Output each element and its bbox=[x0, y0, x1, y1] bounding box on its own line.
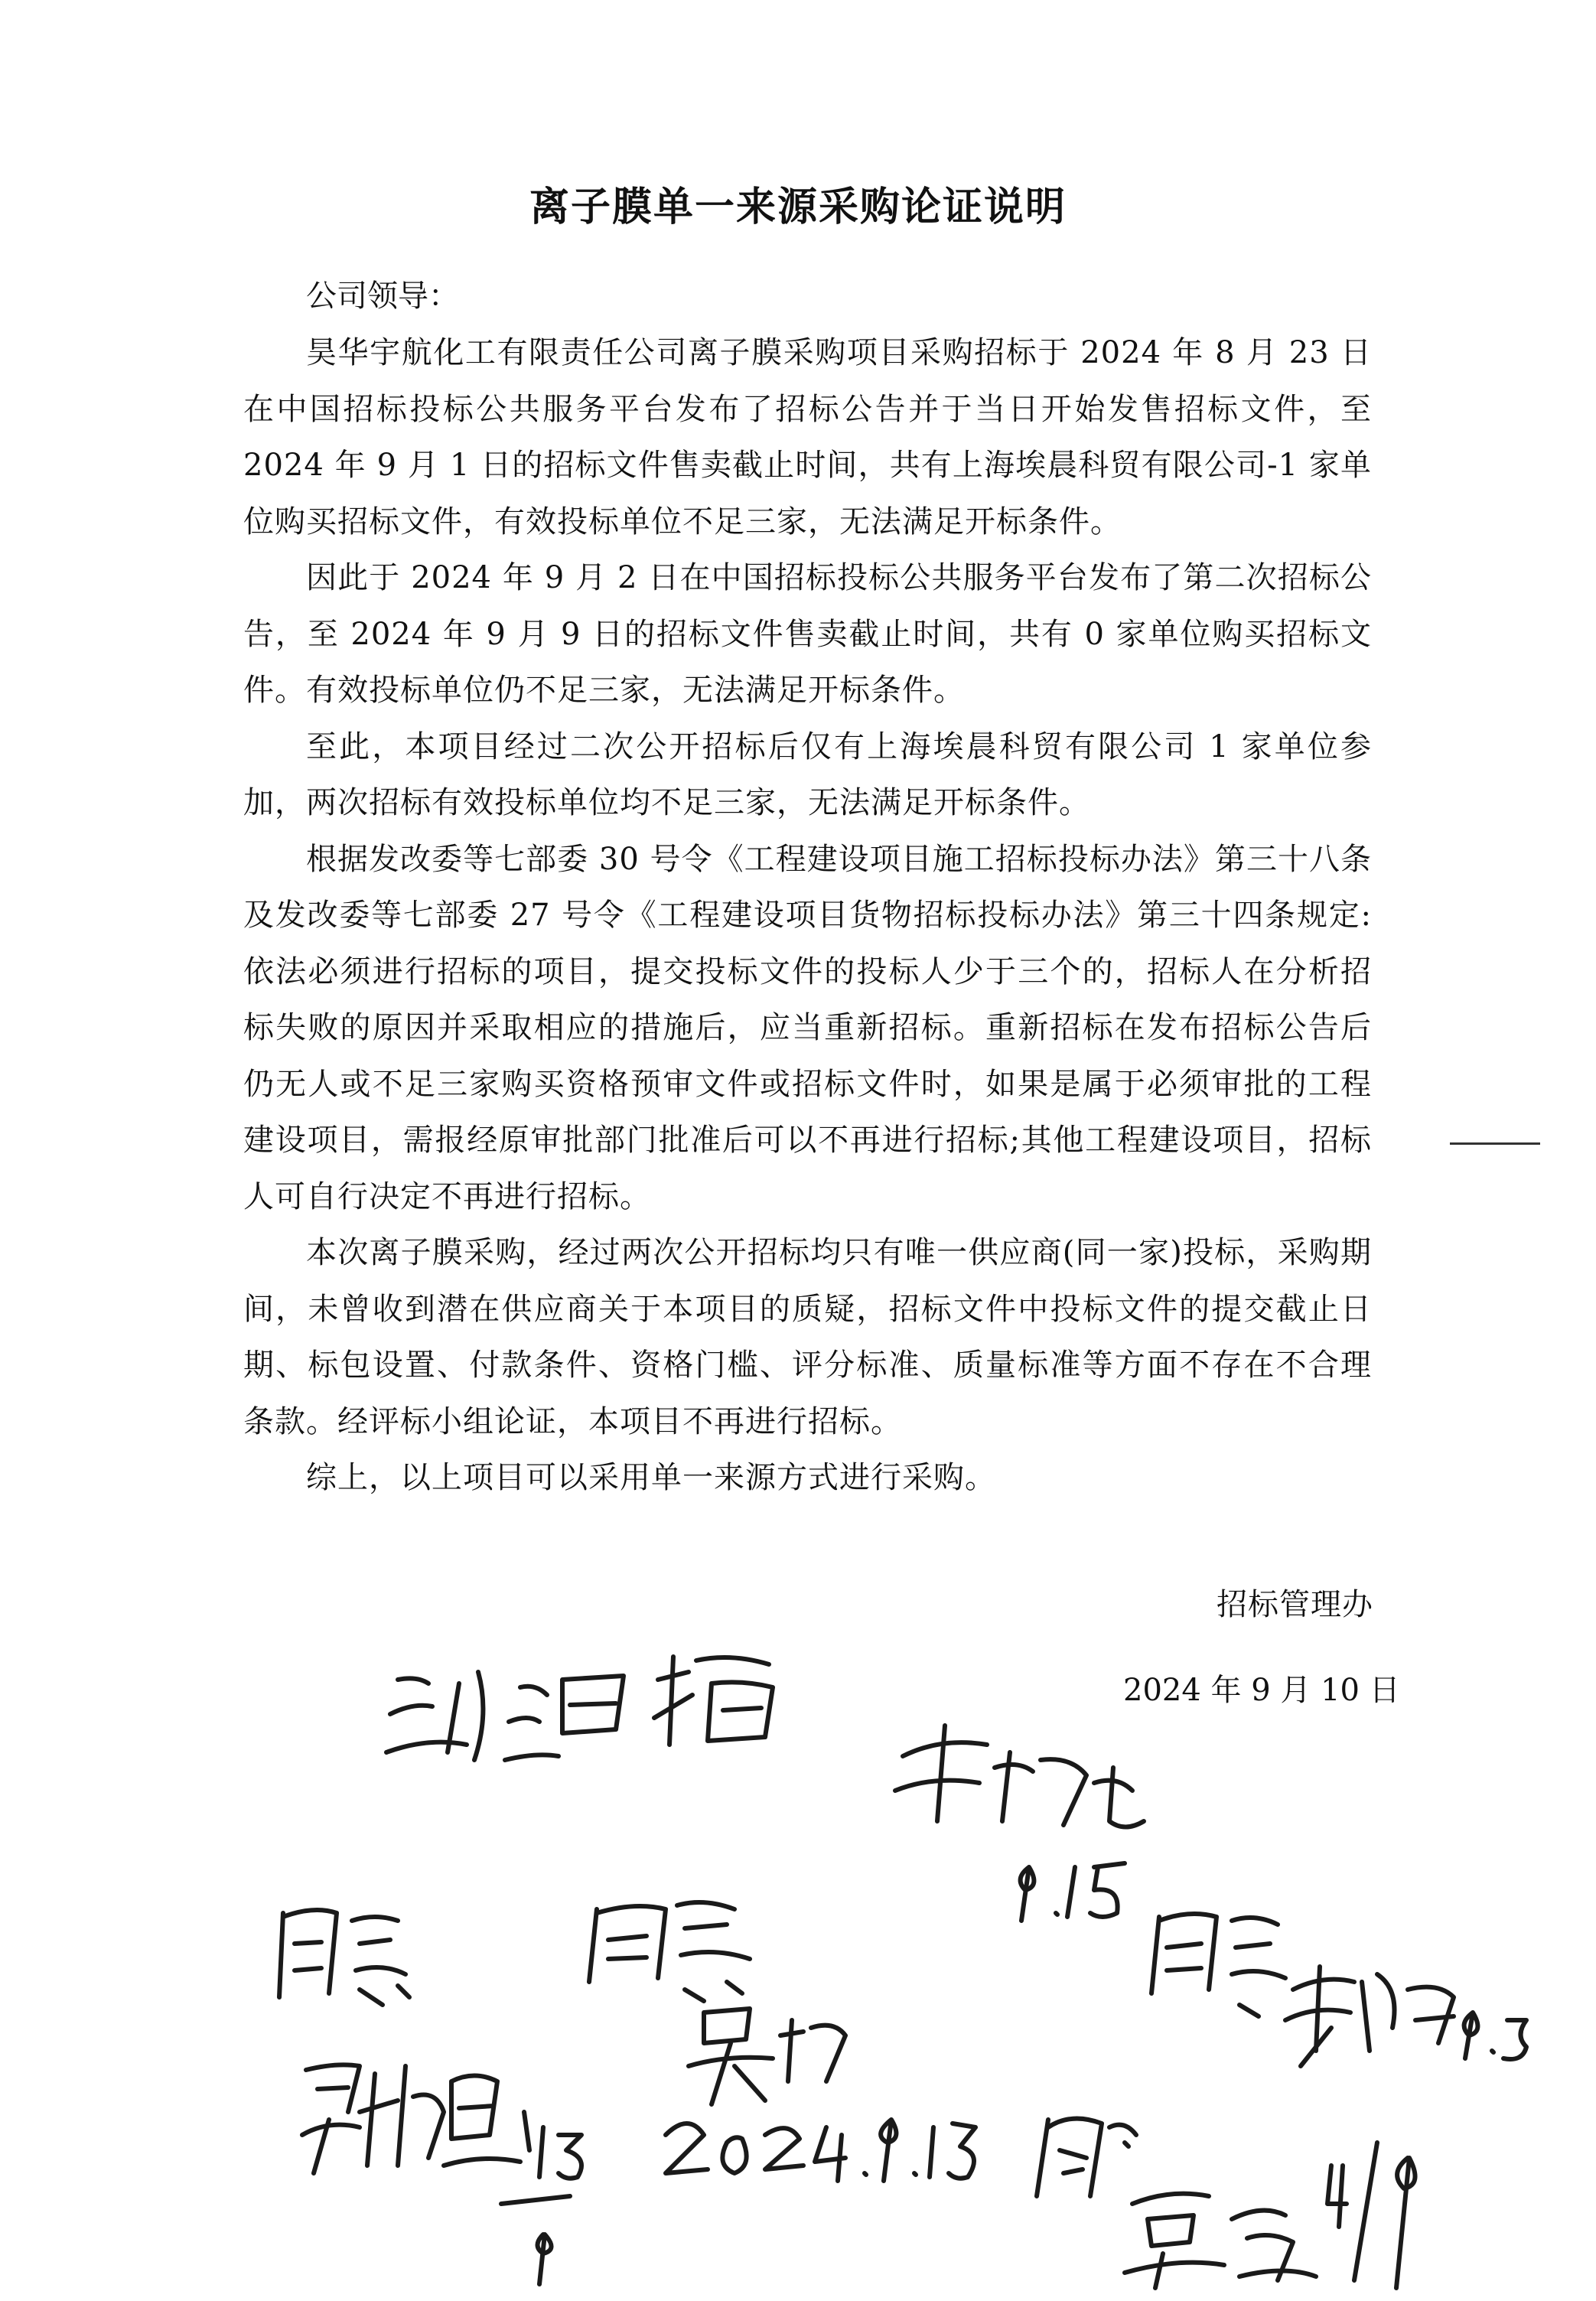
signoff-date: 2024 年 9 月 10 日 bbox=[1123, 1673, 1400, 1708]
signature-li-zhen bbox=[895, 1726, 1144, 1827]
signature-tongyi-3 bbox=[1151, 1914, 1285, 2016]
paragraph-4: 根据发改委等七部委 30 号令《工程建设项目施工招标投标办法》第三十八条及发改委等七部委 27 号令《工程建设项目货物招标投标办法》第三十四条规定:依法必须进行招标的项目，提交投标文件的投标人少于三个的，招标人在分析招标失败的原因并采取相应的措施后，应当重新招标。重新招标在发布招标公告后仍无人或不足三家购买资格预审文件或招标文件时，如果是属于必须审批的工程建设项目，需报经原审批部门批准后可以不再进行招标;其他工程建设项目，招标人可自行决定不再进行招标。 bbox=[243, 841, 1372, 1214]
greeting: 公司领导： bbox=[306, 279, 459, 314]
signature-lin-lei bbox=[654, 1657, 773, 1745]
signoff-organization: 招标管理办 bbox=[1217, 1587, 1373, 1622]
signature-tongyi-1 bbox=[279, 1910, 409, 2005]
paragraph-3: 至此，本项目经过二次公开招标后仅有上海埃晨科贸有限公司 1 家单位参加，两次招标有效投标单位均不足三家，无法满足开标条件。 bbox=[243, 728, 1372, 820]
signature-bottom-right bbox=[1037, 2119, 1415, 2288]
paragraph-1: 昊华宇航化工有限责任公司离子膜采购项目采购招标于 2024 年 8 月 23 日在中国招标投标公共服务平台发布了招标公告并于当日开始发售招标文件，至 2024 年 9 月 1 日的招标文件售卖截止时间，共有上海埃晨科贸有限公司-1 家单位购买招标文件，有效投标单位不足三家，无法满足开标条件。 bbox=[243, 335, 1372, 539]
signature-tongyi-2 bbox=[589, 1902, 750, 2001]
signature-wu bbox=[666, 2009, 976, 2181]
paragraph-2: 因此于 2024 年 9 月 2 日在中国招标投标公共服务平台发布了第二次招标公告，至 2024 年 9 月 9 日的招标文件售卖截止时间，共有 0 家单位购买招标文件。有效投标单位仍不足三家，无法满足开标条件。 bbox=[243, 560, 1372, 708]
signature-bottom-left bbox=[302, 2065, 581, 2284]
paragraph-5: 本次离子膜采购，经过两次公开招标均只有唯一供应商(同一家)投标，采购期间，未曾收到潜在供应商关于本项目的质疑，招标文件中投标文件的提交截止日期、标包设置、付款条件、资格门槛、评分标准、质量标准等方面不存在不合理条款。经评标小组论证，本项目不再进行招标。 bbox=[243, 1235, 1372, 1439]
signature-li-xiao bbox=[1285, 1967, 1526, 2066]
signature-liu-wen bbox=[386, 1672, 624, 1760]
signature-date-9-15 bbox=[1021, 1863, 1125, 1921]
document-title: 离子膜单一来源采购论证说明 bbox=[529, 184, 1067, 230]
paragraph-6: 综上，以上项目可以采用单一来源方式进行采购。 bbox=[306, 1460, 996, 1495]
